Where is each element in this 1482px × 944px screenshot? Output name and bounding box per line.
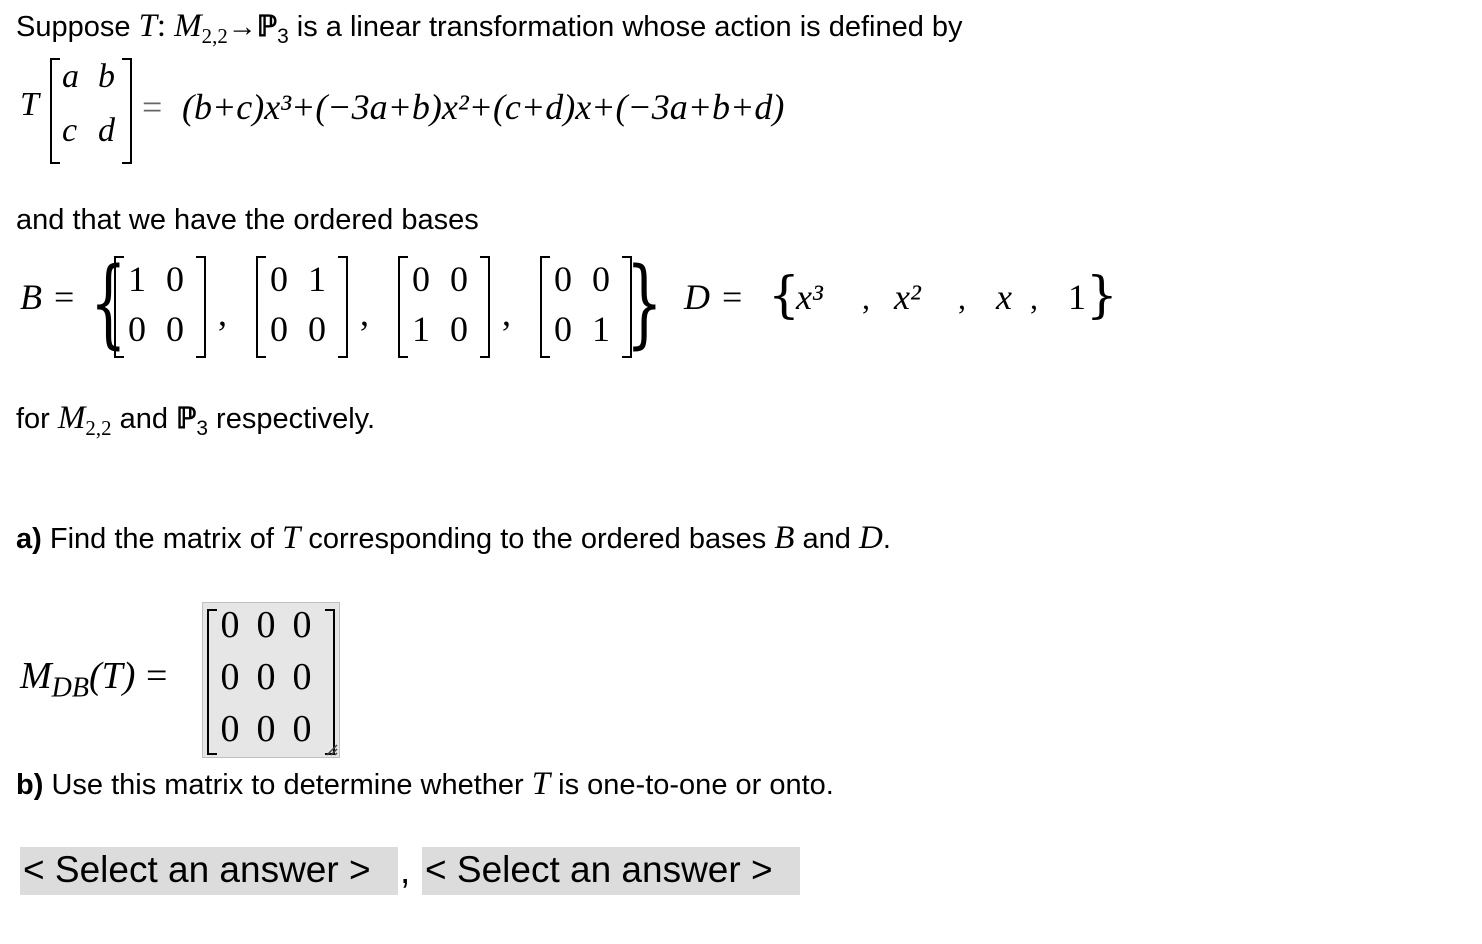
basis-B-separator: , (502, 293, 511, 333)
definition-left-bracket (50, 58, 60, 164)
part-b-label: b) (16, 769, 44, 801)
respectively-rest: respectively. (216, 403, 376, 435)
onto-select[interactable]: < Select an answer > (422, 847, 800, 895)
basis-B-m3-cell: 0 (412, 259, 430, 299)
definition-T: T (20, 86, 39, 123)
respectively-P-sub: 3 (196, 416, 208, 440)
respectively-for: for (16, 403, 50, 435)
part-a-label: a) (16, 523, 42, 555)
part-b-text2: is one-to-one or onto. (558, 769, 834, 801)
definition-rhs: (b+c)x³+(−3a+b)x²+(c+d)x+(−3a+b+d) (182, 87, 785, 127)
basis-B-m4-cell: 0 (554, 259, 572, 299)
matrix-cell-r1c2[interactable] (249, 607, 283, 643)
mdb-M: M (20, 655, 52, 697)
respectively-line (16, 400, 376, 440)
part-a-B: B (774, 520, 795, 556)
basis-D-element: x³ (796, 277, 823, 317)
matrix-input-grid (202, 602, 340, 758)
basis-D-element: 1 (1068, 277, 1086, 317)
matrix-cell-r2c1[interactable] (213, 659, 247, 695)
basis-B-m1-cell: 0 (128, 309, 146, 349)
basis-D-element: x (996, 277, 1012, 317)
part-a-text1: Find the matrix of (49, 523, 274, 555)
basis-D-label: D (684, 277, 710, 317)
basis-B-m2-cell: 0 (270, 259, 288, 299)
basis-D-close-brace: } (1086, 266, 1118, 324)
part-a-and: and (802, 523, 851, 555)
part-b-text1: Use this matrix to determine whether (51, 769, 524, 801)
basis-D-equals: = (722, 277, 743, 317)
matrix-cell-r3c1[interactable] (213, 711, 247, 747)
intro-P-sub: 3 (277, 24, 289, 48)
basis-B-m2-right-bracket (338, 256, 348, 358)
intro-rest: is a linear transformation whose action is defined by (296, 11, 963, 43)
basis-B-m3-cell: 1 (412, 309, 430, 349)
respectively-and: and (119, 403, 168, 435)
part-a-prompt (16, 520, 891, 557)
definition-entry-b: b (98, 58, 115, 95)
matrix-cell-r2c3[interactable] (285, 659, 319, 695)
respectively-M: M (57, 400, 86, 436)
one-to-one-select[interactable]: < Select an answer > (20, 847, 398, 895)
basis-B-m3-cell: 0 (450, 259, 468, 299)
basis-D-element: x² (894, 277, 921, 317)
basis-D-separator: , (862, 280, 870, 316)
part-a-D: D (858, 520, 883, 556)
respectively-M-sub: 2,2 (85, 415, 112, 440)
respectively-P: ℙ (176, 403, 197, 435)
definition-right-bracket (122, 58, 132, 164)
mdb-label (20, 654, 168, 704)
basis-D-open-brace: { (768, 266, 800, 324)
basis-B-m1-right-bracket (196, 256, 206, 358)
intro-T: T (138, 8, 157, 44)
basis-D-separator: , (958, 280, 966, 316)
basis-B-close-brace: } (626, 247, 663, 359)
basis-B-m4-cell: 1 (592, 309, 610, 349)
basis-B-m1-left-bracket (114, 256, 124, 358)
basis-B-m3-left-bracket (398, 256, 408, 358)
definition-entry-a: a (62, 58, 79, 95)
intro-M-sub: 2,2 (201, 23, 228, 48)
basis-B-open-brace: { (90, 247, 127, 359)
basis-B-m2-cell: 1 (308, 259, 326, 299)
part-a-text2: corresponding to the ordered bases (308, 523, 767, 555)
basis-B-m1-cell: 0 (166, 259, 184, 299)
answers-comma: , (400, 850, 411, 891)
definition-equals: = (142, 87, 163, 127)
bases-text: and that we have the ordered bases (16, 204, 479, 236)
basis-B-m4-cell: 0 (554, 309, 572, 349)
mdb-sub: DB (51, 672, 89, 704)
basis-B-m2-left-bracket (256, 256, 266, 358)
matrix-cell-r3c3[interactable] (285, 711, 319, 747)
resize-handle-icon[interactable] (324, 742, 338, 756)
basis-B-m4-left-bracket (540, 256, 550, 358)
basis-B-label: B (20, 277, 42, 317)
intro-arrow: → (227, 11, 257, 43)
basis-B-equals: = (54, 277, 75, 317)
matrix-cell-r2c2[interactable] (249, 659, 283, 695)
basis-B-m2-cell: 0 (270, 309, 288, 349)
basis-B-m4-cell: 0 (592, 259, 610, 299)
part-b-prompt (16, 766, 834, 803)
intro-suppose: Suppose (16, 11, 131, 43)
basis-B-m1-cell: 0 (166, 309, 184, 349)
mdb-arg: (T) (88, 655, 136, 697)
part-a-T: T (281, 520, 301, 556)
matrix-cell-r3c2[interactable] (249, 711, 283, 747)
intro-M: M (174, 8, 202, 44)
matrix-cell-r1c3[interactable] (285, 607, 319, 643)
intro-P: ℙ (256, 11, 278, 43)
mdb-equals: = (146, 655, 168, 697)
basis-B-separator: , (360, 293, 369, 333)
basis-B-separator: , (218, 293, 227, 333)
part-a-period: . (882, 523, 891, 555)
definition-entry-c: c (62, 112, 78, 149)
basis-B-m3-right-bracket (480, 256, 490, 358)
intro-colon: : (156, 8, 167, 44)
part-b-T: T (531, 766, 551, 802)
matrix-cell-r1c1[interactable] (213, 607, 247, 643)
matrix-right-bracket (325, 609, 335, 755)
basis-D-separator: , (1030, 280, 1038, 316)
basis-B-m2-cell: 0 (308, 309, 326, 349)
basis-B-m1-cell: 1 (128, 259, 146, 299)
basis-B-m3-cell: 0 (450, 309, 468, 349)
definition-entry-d: d (98, 112, 115, 149)
intro-line (16, 8, 963, 48)
